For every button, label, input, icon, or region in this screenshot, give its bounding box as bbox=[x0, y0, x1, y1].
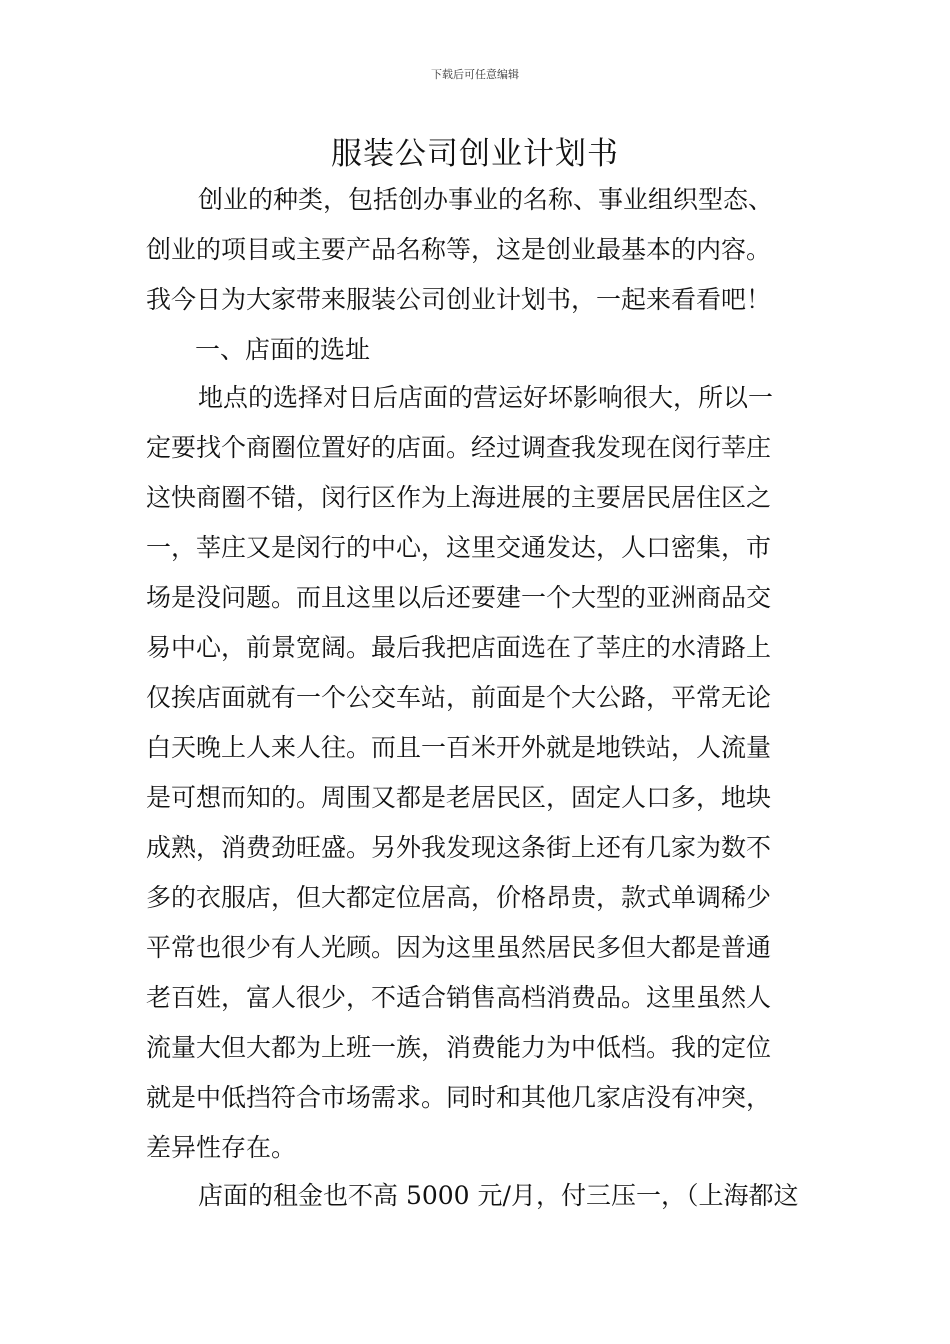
body-line: 平常也很少有人光顾。因为这里虽然居民多但大都是普通 bbox=[146, 933, 772, 962]
body-line: 场是没问题。而且这里以后还要建一个大型的亚洲商品交 bbox=[146, 583, 772, 612]
body-line: 流量大但大都为上班一族，消费能力为中低档。我的定位 bbox=[146, 1033, 772, 1062]
body-line: 仅挨店面就有一个公交车站，前面是个大公路，平常无论 bbox=[146, 683, 772, 712]
body-line: 我今日为大家带来服装公司创业计划书，一起来看看吧！ bbox=[146, 285, 772, 314]
body-line: 老百姓，富人很少，不适合销售高档消费品。这里虽然人 bbox=[146, 983, 772, 1012]
body-line: 成熟，消费劲旺盛。另外我发现这条街上还有几家为数不 bbox=[146, 833, 772, 862]
body-line: 这快商圈不错，闵行区作为上海进展的主要居民居住区之 bbox=[146, 483, 772, 512]
body-line: 是可想而知的。周围又都是老居民区，固定人口多，地块 bbox=[146, 783, 772, 812]
body-line: 创业的种类，包括创办事业的名称、事业组织型态、 bbox=[198, 185, 774, 214]
body-line: 定要找个商圈位置好的店面。经过调查我发现在闵行莘庄 bbox=[146, 433, 772, 462]
body-line: 多的衣服店，但大都定位居高，价格昂贵，款式单调稀少 bbox=[146, 883, 772, 912]
body-line: 地点的选择对日后店面的营运好坏影响很大，所以一 bbox=[198, 383, 774, 412]
section-heading: 一、店面的选址 bbox=[195, 335, 371, 364]
body-line: 创业的项目或主要产品名称等，这是创业最基本的内容。 bbox=[146, 235, 772, 264]
header-note: 下载后可任意编辑 bbox=[431, 68, 519, 81]
body-line: 白天晚上人来人往。而且一百米开外就是地铁站，人流量 bbox=[146, 733, 772, 762]
body-line: 易中心，前景宽阔。最后我把店面选在了莘庄的水清路上 bbox=[146, 633, 772, 662]
body-line: 一，莘庄又是闵行的中心，这里交通发达，人口密集，市 bbox=[146, 533, 772, 562]
page-title: 服装公司创业计划书 bbox=[331, 136, 619, 172]
body-line: 就是中低挡符合市场需求。同时和其他几家店没有冲突， bbox=[146, 1083, 772, 1112]
body-line: 差异性存在。 bbox=[146, 1133, 297, 1162]
body-line: 店面的租金也不高 5000 元/月，付三压一，（上海都这 bbox=[198, 1181, 799, 1210]
